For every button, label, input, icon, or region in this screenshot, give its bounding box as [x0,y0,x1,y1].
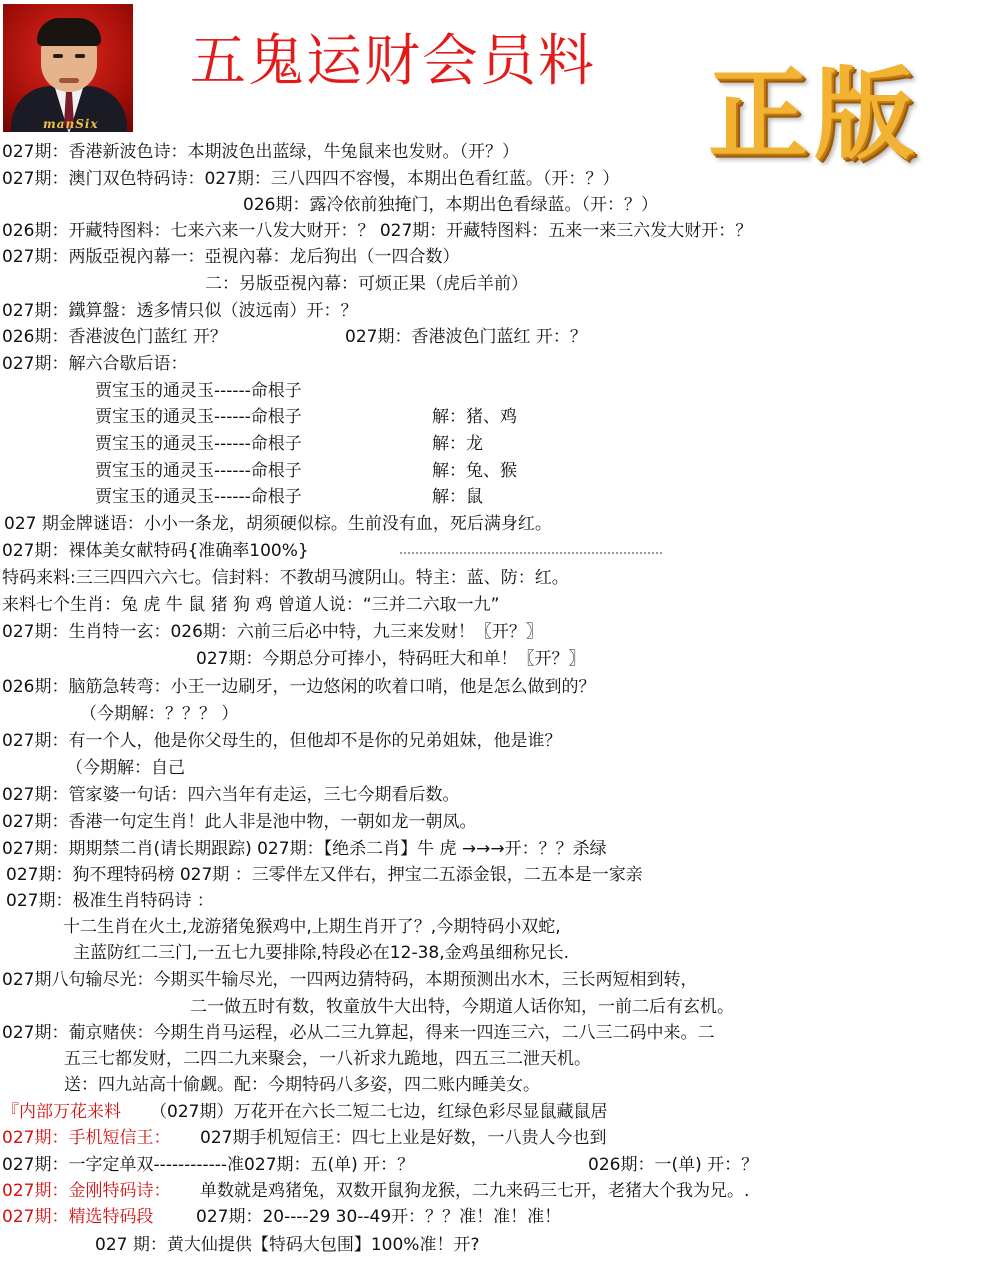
text-line: 027期：一字定单双------------准027期：五(单) 开：？ [2,1155,415,1175]
text-line: 027期：两版亞視內幕一：亞視內幕：龙后狗出（一四合数） [2,247,460,267]
text-line: 026期：香港波色门蓝红 开？ [2,327,227,347]
text-line: 解：龙 [432,434,483,454]
text-line: 027 期：黄大仙提供【特码大包围】100%准！开? [95,1235,480,1255]
text-line: （027期）万花开在六长二短二七边，红绿色彩尽显鼠藏鼠居 [150,1102,608,1122]
text-line: 贾宝玉的通灵玉------命根子 [95,407,302,427]
portrait-photo [3,4,133,132]
text-line: 027期：裸体美女献特码{准确率100%} [2,541,309,561]
text-line: 贾宝玉的通灵玉------命根子 [95,381,302,401]
text-line: 五三七都发财，二四二九来聚会，一八祈求九跪地，四五三二泄天机。 [64,1049,591,1069]
text-line: 027期：有一个人，他是你父母生的，但他却不是你的兄弟姐妹，他是谁？ [2,731,562,751]
text-line: 027期：鐵算盤：透多情只似（波远南）开：？ [2,301,358,321]
text-line: 027期手机短信王：四七上业是好数，一八贵人今也到 [200,1128,607,1148]
text-line: 026期：一(单) 开：？ [588,1155,759,1175]
text-line: 特码来料:三三四四六六七。信封料：不教胡马渡阴山。特主：蓝、防：红。 [2,568,569,588]
portrait-mouth [59,78,79,83]
text-line: 027期：生肖特一玄：026期：六前三后必中特，九三来发财！〖开？〗 [2,622,543,642]
text-line: 027期：香港波色门蓝红 开：？ [345,327,587,347]
portrait-signature: manSix [43,117,99,131]
portrait-eye-left [53,54,63,58]
text-line: 027期：20----29 30--49开：？？准！准！准！ [196,1207,562,1227]
text-line-highlight: 027期：金刚特码诗： [2,1181,171,1201]
text-line: 解：兔、猴 [432,461,517,481]
authentic-stamp: 正版 [708,55,920,173]
text-line: 解：猪、鸡 [432,407,517,427]
text-line: 027期：狗不理特码榜 027期 ：三零伴左又伴右，押宝二五添金银，二五本是一家亲 [6,865,643,885]
text-line: 二：另版亞視內幕：可烦正果（虎后羊前） [205,274,528,294]
text-line: 单数就是鸡猪兔，双数开鼠狗龙猴，二九来码三七开，老猪大个我为兄。. [200,1181,750,1201]
text-line: （今期解：？？？ ） [80,704,239,724]
text-line: 十二生肖在火土,龙游猪兔猴鸡中,上期生肖开了？,今期特码小双蛇, [63,917,561,937]
text-line: 贾宝玉的通灵玉------命根子 [95,487,302,507]
text-line-highlight: 027期：手机短信王： [2,1128,171,1148]
text-line-highlight: 『内部万花来料 [2,1102,121,1122]
portrait-hair [37,18,101,46]
text-line: 027期：葡京赌侠：今期生肖马运程，必从二三九算起，得来一四连三六，二八三二码中来。二 [2,1023,715,1043]
text-line: 贾宝玉的通灵玉------命根子 [95,434,302,454]
page-title: 五鬼运财会员料 [190,29,596,94]
text-line: 解：鼠 [432,487,483,507]
text-line: 来料七个生肖：兔 虎 牛 鼠 猪 狗 鸡 曾道人说：“三并二六取一九” [2,595,500,615]
faded-text-remnant [400,552,662,558]
text-line: 026期：脑筋急转弯：小王一边刷牙，一边悠闲的吹着口哨，他是怎么做到的？ [2,677,596,697]
text-line: 026期：开藏特图料：七来六来一八发大财开：？ 027期：开藏特图料：五来一来三六发大财开：？ [2,221,753,241]
text-line: 027期：极准生肖特码诗 ： [6,891,214,911]
text-line: 027期：管家婆一句话：四六当年有走运，三七今期看后数。 [2,785,460,805]
text-line: 027期：今期总分可捧小，特码旺大和单！〖开？〗 [196,649,586,669]
text-line: 026期：露冷依前独掩门，本期出色看绿蓝。（开：？） [243,195,658,215]
portrait-eye-right [75,54,85,58]
text-line-highlight: 027期：精选特码段 [2,1207,154,1227]
text-line: 027期：香港一句定生肖！此人非是池中物，一朝如龙一朝凤。 [2,812,477,832]
text-line: （今期解：自己 [66,758,185,778]
text-line: 贾宝玉的通灵玉------命根子 [95,461,302,481]
text-line: 027期：香港新波色诗：本期波色出蓝绿，牛兔鼠来也发财。（开？） [2,142,519,162]
text-line: 027期：期期禁二肖(请长期跟踪) 027期：【绝杀二肖】牛 虎 →→→开：？？杀绿 [2,839,607,859]
text-line: 027期：解六合歇后语： [2,354,188,374]
text-line: 主蓝防红二三门,一五七九要排除,特段必在12-38,金鸡虽细称兄长. [73,943,570,963]
text-line: 二一做五时有数，牧童放牛大出特，今期道人话你知，一前二后有玄机。 [190,997,734,1017]
text-line: 027期八句输尽光：今期买牛输尽光，一四两边猜特码，本期预测出水木，三长两短相到转， [2,970,698,990]
text-line: 027期：澳门双色特码诗：027期：三八四四不容慢，本期出色看红蓝。（开：？） [2,169,620,189]
text-line: 送：四九站高十偷觑。配：今期特码八多姿，四二账内睡美女。 [64,1075,540,1095]
text-line: 027 期金牌谜语：小小一条龙，胡须硬似棕。生前没有血，死后满身红。 [4,514,552,534]
